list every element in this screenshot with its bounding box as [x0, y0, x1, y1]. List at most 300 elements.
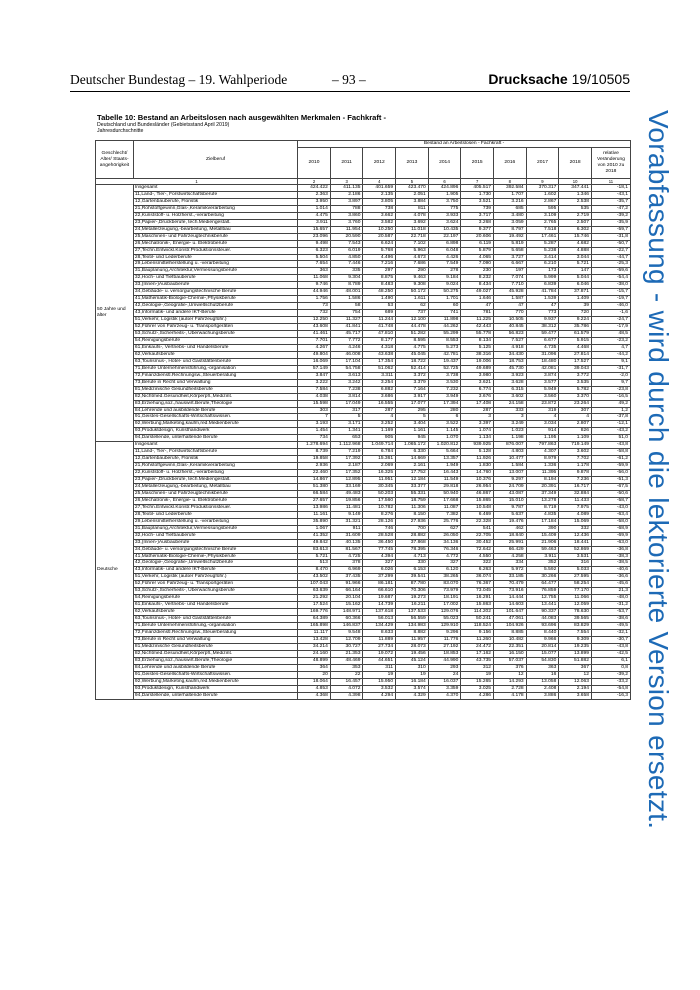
value-cell: 10.548 — [461, 504, 494, 511]
occupation-cell: 63,Tourismus-, Hotel- und Gaststättenberufe — [133, 616, 297, 623]
value-cell: 8.134 — [461, 337, 494, 344]
occupation-cell: 24,Metallerzeugung,-bearbeitung, Metallbau — [133, 483, 297, 490]
value-cell: 28.882 — [396, 532, 429, 539]
value-cell: 3.254 — [363, 379, 396, 386]
header-document-number — [488, 71, 630, 87]
value-cell: 26.954 — [461, 483, 494, 490]
occupation-cell: 91,Geistes-Gesellschafts-Wirtschaftswissen. — [133, 414, 297, 421]
occupation-cell: 82,Nichtmed.Gesundheit,Körperpfl.,Medizint. — [133, 650, 297, 657]
value-cell: 2.069 — [363, 463, 396, 470]
value-cell: 20.590 — [330, 233, 363, 240]
value-cell: 16.717 — [559, 483, 592, 490]
change-cell: 4,7 — [591, 344, 630, 351]
page-header — [70, 72, 630, 90]
value-cell: 1.067 — [298, 525, 331, 532]
value-cell: 7.219 — [330, 449, 363, 456]
value-cell: 11.395 — [526, 470, 559, 477]
value-cell: 22.197 — [428, 233, 461, 240]
value-cell: 21.906 — [526, 539, 559, 546]
value-cell: 3.372 — [396, 372, 429, 379]
value-cell: 327 — [363, 560, 396, 567]
value-cell: 6.046 — [559, 282, 592, 289]
value-cell: 15.069 — [559, 518, 592, 525]
value-cell: 6.210 — [526, 261, 559, 268]
value-cell: 4.673 — [396, 254, 429, 261]
value-cell: 78.395 — [396, 546, 429, 553]
value-cell: 11.776 — [428, 636, 461, 643]
change-cell: -42,5 — [591, 650, 630, 657]
value-cell: 18.759 — [396, 497, 429, 504]
value-cell: 33.185 — [494, 574, 527, 581]
value-cell: 48.001 — [330, 289, 363, 296]
value-cell: 1.336 — [526, 463, 559, 470]
change-cell: 9,1 — [591, 358, 630, 365]
change-cell: -31,8 — [591, 233, 630, 240]
value-cell: 317 — [330, 407, 363, 414]
table-row — [96, 379, 631, 386]
value-cell: 16.443 — [428, 470, 461, 477]
value-cell: 4.329 — [396, 692, 429, 699]
value-cell: 60.366 — [330, 616, 363, 623]
value-cell: 15.162 — [330, 602, 363, 609]
value-cell: 513 — [298, 560, 331, 567]
value-cell: 37.871 — [559, 289, 592, 296]
value-cell: 8.797 — [494, 226, 527, 233]
value-cell: 945 — [396, 435, 429, 442]
value-cell: 5 — [330, 414, 363, 421]
value-cell: 5.972 — [494, 567, 527, 574]
occupation-cell: 71,Berufe Unternehmensführung,-organisation — [133, 623, 297, 630]
value-cell: 7.102 — [396, 240, 429, 247]
change-cell: -47,2 — [591, 205, 630, 212]
occupation-cell: 93,Produktdesign, Kunsthandwerk — [133, 685, 297, 692]
value-cell: 1.949 — [428, 463, 461, 470]
value-cell: 114.202 — [461, 609, 494, 616]
value-cell: 5.238 — [526, 247, 559, 254]
value-cell: 40.845 — [494, 324, 527, 331]
value-cell: 169.776 — [298, 609, 331, 616]
value-cell: 19.476 — [494, 518, 527, 525]
value-cell: 73 — [298, 303, 331, 310]
value-cell: 4.426 — [428, 254, 461, 261]
value-cell: 15.863 — [461, 602, 494, 609]
value-cell: 24.709 — [494, 483, 527, 490]
value-cell: 19.687 — [363, 595, 396, 602]
value-cell: 1.830 — [461, 463, 494, 470]
value-cell: 287 — [461, 407, 494, 414]
change-cell: -54,4 — [591, 275, 630, 282]
column-index: 2 — [298, 179, 331, 185]
value-cell: 3.582 — [363, 219, 396, 226]
value-cell: 9.224 — [559, 317, 592, 324]
value-cell: 876.007 — [494, 442, 527, 449]
value-cell: 737 — [396, 310, 429, 317]
value-cell: 295 — [396, 407, 429, 414]
value-cell: 44.262 — [428, 324, 461, 331]
value-cell: 5 — [396, 414, 429, 421]
value-cell: 4.475 — [298, 212, 331, 219]
occupation-cell: 33,(Innen-)Ausbauberufe — [133, 539, 297, 546]
value-cell: 146.837 — [330, 623, 363, 630]
value-cell: 90.337 — [526, 609, 559, 616]
value-cell: 3.727 — [494, 254, 527, 261]
occupation-cell: 92,Werbung,Marketing,kaufm,red.Medienberufe — [133, 421, 297, 428]
value-cell: 52.869 — [559, 546, 592, 553]
value-cell: 7.090 — [461, 261, 494, 268]
table-row — [96, 185, 631, 192]
value-cell: 35.890 — [298, 518, 331, 525]
value-cell: 3.923 — [494, 372, 527, 379]
value-cell: 5.273 — [428, 344, 461, 351]
header-publisher: Deutscher Bundestag – 19. Wahlperiode — [70, 72, 288, 87]
table-row — [96, 595, 631, 602]
occupation-cell: 29,Lebensmittelherstellung u. -verarbeitung — [133, 518, 297, 525]
value-cell: 3.950 — [298, 198, 331, 205]
value-cell: 7.232 — [428, 386, 461, 393]
value-cell: 9.498 — [298, 240, 331, 247]
value-cell: 5.999 — [526, 275, 559, 282]
change-cell: -19,7 — [591, 296, 630, 303]
occupation-cell: 41,Mathematik-Biologie-Chemie-,Physikberufe — [133, 553, 297, 560]
value-cell: 390 — [526, 525, 559, 532]
value-cell: 15.361 — [363, 456, 396, 463]
value-cell: 3.480 — [494, 212, 527, 219]
value-cell: 15.950 — [363, 678, 396, 685]
value-cell: 50.203 — [363, 490, 396, 497]
value-cell: 14.739 — [363, 602, 396, 609]
value-cell: 43.502 — [298, 574, 331, 581]
change-cell: -38,3 — [591, 553, 630, 560]
value-cell: 280 — [428, 407, 461, 414]
value-cell: 2.719 — [559, 212, 592, 219]
value-cell: 27.657 — [298, 497, 331, 504]
value-cell: 18.064 — [298, 678, 331, 685]
value-cell: 44.478 — [396, 324, 429, 331]
value-cell: 41.784 — [526, 289, 559, 296]
value-cell: 16.457 — [330, 678, 363, 685]
value-cell: 47 — [526, 303, 559, 310]
value-cell: 28.073 — [396, 643, 429, 650]
value-cell: 5.128 — [461, 449, 494, 456]
value-cell: 16 — [526, 671, 559, 678]
value-cell: 47.810 — [363, 331, 396, 338]
value-cell: 46.008 — [330, 351, 363, 358]
value-cell: 8.150 — [396, 511, 429, 518]
value-cell: 19 — [461, 671, 494, 678]
value-cell: 15.598 — [298, 400, 331, 407]
change-cell: -50,7 — [591, 240, 630, 247]
value-cell: 4.853 — [298, 685, 331, 692]
value-cell: 6.667 — [494, 261, 527, 268]
value-cell: 689 — [363, 310, 396, 317]
value-cell: 83.613 — [298, 546, 331, 553]
value-cell: 7.074 — [494, 275, 527, 282]
value-cell: 86.181 — [363, 581, 396, 588]
value-cell: 3.814 — [330, 393, 363, 400]
value-cell: 5.658 — [494, 247, 527, 254]
value-cell: 57.037 — [494, 657, 527, 664]
value-cell: 3.676 — [461, 393, 494, 400]
value-cell: 19 — [396, 671, 429, 678]
value-cell: 3.772 — [559, 372, 592, 379]
value-cell: 12.436 — [559, 532, 592, 539]
value-cell: 76.859 — [526, 588, 559, 595]
change-cell: -24,7 — [591, 317, 630, 324]
value-cell: 378 — [330, 560, 363, 567]
change-cell: -31,2 — [591, 602, 630, 609]
value-cell: 8.739 — [298, 449, 331, 456]
value-cell: 1.169 — [363, 428, 396, 435]
value-cell: 4.772 — [428, 553, 461, 560]
change-cell: 6,1 — [591, 657, 630, 664]
value-cell: 20.587 — [363, 233, 396, 240]
change-cell: -23,2 — [591, 337, 630, 344]
table-row — [96, 470, 631, 477]
value-cell: 17.077 — [396, 400, 429, 407]
value-cell: 3.521 — [461, 198, 494, 205]
value-cell: 1.646 — [461, 296, 494, 303]
value-cell: 63.639 — [298, 588, 331, 595]
value-cell: 12 — [559, 671, 592, 678]
value-cell: 11.018 — [396, 226, 429, 233]
value-cell: 3.933 — [428, 212, 461, 219]
column-index: 8 — [494, 179, 527, 185]
value-cell: 17.002 — [428, 602, 461, 609]
value-cell: 4.038 — [298, 393, 331, 400]
value-cell: 11.244 — [363, 317, 396, 324]
column-header-occupation: Zielberuf — [133, 141, 297, 179]
value-cell: 8.885 — [494, 630, 527, 637]
value-cell: 6.882 — [363, 386, 396, 393]
occupation-cell: 81,Medizinische Gesundheitsberufe — [133, 386, 297, 393]
occupation-cell: 72,Finanzdienstl.Rechnungsw.,Steuerberatung — [133, 630, 297, 637]
value-cell: 73.979 — [428, 588, 461, 595]
table-row — [96, 685, 631, 692]
value-cell: 66.584 — [298, 490, 331, 497]
value-cell: 27.936 — [396, 518, 429, 525]
value-cell: 22.460 — [298, 470, 331, 477]
value-cell: 15.657 — [298, 226, 331, 233]
occupation-cell: 54,Reinigungsberufe — [133, 595, 297, 602]
value-cell: 9.296 — [428, 630, 461, 637]
value-cell: 78.630 — [559, 609, 592, 616]
value-cell: 49.027 — [461, 289, 494, 296]
change-cell: 9,7 — [591, 379, 630, 386]
value-cell: 781 — [461, 310, 494, 317]
change-cell: -44,2 — [591, 351, 630, 358]
change-cell: -59,6 — [591, 268, 630, 275]
value-cell: 11.087 — [428, 504, 461, 511]
table-row — [96, 317, 631, 324]
value-cell: 11.161 — [298, 511, 331, 518]
value-cell: 19.456 — [396, 650, 429, 657]
change-cell: -68,9 — [591, 525, 630, 532]
value-cell: 7.527 — [494, 337, 527, 344]
value-cell: 12.059 — [559, 602, 592, 609]
value-cell: 27.192 — [428, 643, 461, 650]
value-cell: 30.345 — [363, 483, 396, 490]
value-cell: 56.013 — [363, 616, 396, 623]
value-cell: 13.357 — [428, 456, 461, 463]
value-cell: 15.865 — [461, 497, 494, 504]
value-cell: 287 — [363, 407, 396, 414]
table-row — [96, 428, 631, 435]
value-cell: 23.872 — [526, 400, 559, 407]
value-cell: 17.394 — [428, 400, 461, 407]
occupation-cell: 53,Schutz-,Sicherheits-, Überwachungsberufe — [133, 588, 297, 595]
change-cell: -67,5 — [591, 483, 630, 490]
value-cell: 8.483 — [363, 282, 396, 289]
value-cell: 6.469 — [461, 511, 494, 518]
column-header-year: 2013 — [396, 148, 429, 179]
value-cell: 230 — [461, 268, 494, 275]
value-cell: 26.050 — [428, 532, 461, 539]
column-index: 7 — [461, 179, 494, 185]
value-cell: 11.549 — [428, 477, 461, 484]
table-row — [96, 226, 631, 233]
occupation-cell: 83,Erziehung,soz.,hauswirt.Berufe,Theologie — [133, 657, 297, 664]
value-cell: 3.034 — [526, 421, 559, 428]
value-cell: 2.194 — [559, 685, 592, 692]
value-cell: 364 — [298, 664, 331, 671]
table-row — [96, 233, 631, 240]
value-cell: 39 — [559, 303, 592, 310]
value-cell: 1.023 — [494, 428, 527, 435]
value-cell: 39.043 — [559, 365, 592, 372]
value-cell: 129.076 — [428, 609, 461, 616]
table-row — [96, 525, 631, 532]
occupation-cell: 43,Informatik- und andere IKT-Berufe — [133, 310, 297, 317]
value-cell: 52.725 — [428, 365, 461, 372]
change-cell: -39,2 — [591, 671, 630, 678]
value-cell: 19.235 — [559, 643, 592, 650]
table-row — [96, 205, 631, 212]
table-row — [96, 324, 631, 331]
value-cell: 627 — [428, 525, 461, 532]
value-cell: 38.316 — [461, 351, 494, 358]
value-cell: 307 — [559, 407, 592, 414]
value-cell: 3.949 — [428, 393, 461, 400]
value-cell: 11.926 — [461, 456, 494, 463]
table-row — [96, 532, 631, 539]
value-cell: 2.807 — [559, 421, 592, 428]
change-cell: -25,3 — [591, 261, 630, 268]
occupation-cell: 73,Berufe in Recht und Verwaltung — [133, 636, 297, 643]
value-cell: 12 — [494, 671, 527, 678]
occupation-cell: 25,Maschinen- und Fahrzeugtechnikberufe — [133, 490, 297, 497]
value-cell: 424.896 — [428, 185, 461, 192]
column-index: 3 — [330, 179, 363, 185]
value-cell: 1.409 — [559, 296, 592, 303]
table-row — [96, 678, 631, 685]
value-cell: 335 — [330, 268, 363, 275]
value-cell: 3.249 — [494, 421, 527, 428]
value-cell: 66.610 — [363, 588, 396, 595]
table-row — [96, 358, 631, 365]
value-cell: 18.441 — [559, 539, 592, 546]
value-cell: 50.172 — [396, 289, 429, 296]
table-row — [96, 518, 631, 525]
value-cell: 36.450 — [363, 539, 396, 546]
value-cell: 1.109 — [559, 435, 592, 442]
table-row — [96, 331, 631, 338]
table-row — [96, 275, 631, 282]
value-cell: 36.074 — [461, 574, 494, 581]
value-cell: 19.492 — [494, 233, 527, 240]
value-cell: 35.786 — [559, 324, 592, 331]
value-cell: 14.669 — [396, 456, 429, 463]
value-cell: 1.586 — [330, 296, 363, 303]
value-cell: 62 — [396, 303, 429, 310]
value-cell: 11.433 — [559, 497, 592, 504]
value-cell: 12.184 — [396, 477, 429, 484]
value-cell: 147 — [559, 268, 592, 275]
value-cell: 19.437 — [428, 358, 461, 365]
change-cell: -61,2 — [591, 456, 630, 463]
value-cell: 33.169 — [330, 483, 363, 490]
value-cell: 11.481 — [330, 504, 363, 511]
column-index: 9 — [526, 179, 559, 185]
value-cell: 653 — [330, 435, 363, 442]
value-cell: 8.875 — [363, 275, 396, 282]
value-cell: 4.888 — [559, 247, 592, 254]
value-cell: 107.043 — [298, 581, 331, 588]
header-page-number: – 93 – — [332, 72, 366, 87]
change-cell: -38,6 — [591, 616, 630, 623]
value-cell: 8.633 — [363, 630, 396, 637]
occupation-cell: Insgesamt — [133, 185, 297, 192]
value-cell: 1.730 — [461, 191, 494, 198]
change-cell: -69,9 — [591, 532, 630, 539]
value-cell: 6.323 — [298, 247, 331, 254]
table-row — [96, 456, 631, 463]
change-cell: -32,1 — [591, 630, 630, 637]
value-cell: 939.925 — [461, 442, 494, 449]
value-cell: 101.647 — [494, 609, 527, 616]
value-cell: 3.884 — [396, 198, 429, 205]
value-cell: 797.863 — [526, 442, 559, 449]
value-cell: 2.051 — [396, 191, 429, 198]
value-cell: 40.135 — [330, 539, 363, 546]
value-cell: 29.818 — [428, 483, 461, 490]
value-cell: 1.756 — [298, 296, 331, 303]
occupation-cell: 24,Metallerzeugung,-bearbeitung, Metallbau — [133, 226, 297, 233]
change-cell: -16,5 — [591, 393, 630, 400]
value-cell: 367 — [559, 664, 592, 671]
value-cell: 137.618 — [363, 609, 396, 616]
value-cell: 49.804 — [298, 351, 331, 358]
value-cell: 77.745 — [363, 546, 396, 553]
change-cell: -16,3 — [591, 692, 630, 699]
value-cell: 8.979 — [526, 456, 559, 463]
table-row — [96, 407, 631, 414]
value-cell: 1.611 — [396, 296, 429, 303]
value-cell: 8.882 — [396, 630, 429, 637]
value-cell: 134.983 — [396, 623, 429, 630]
value-cell: 3.535 — [559, 379, 592, 386]
table-row — [96, 365, 631, 372]
value-cell: 12.100 — [396, 317, 429, 324]
value-cell: 719.149 — [559, 442, 592, 449]
value-cell: 3.268 — [461, 219, 494, 226]
table-subtitle-2: Jahresdurchschnitte — [97, 128, 144, 135]
value-cell: 1.278.694 — [298, 442, 331, 449]
value-cell: 173 — [526, 268, 559, 275]
value-cell: 9.548 — [330, 630, 363, 637]
value-cell: 3.658 — [559, 692, 592, 699]
value-cell: 66.164 — [330, 588, 363, 595]
change-cell: 51,0 — [591, 435, 630, 442]
